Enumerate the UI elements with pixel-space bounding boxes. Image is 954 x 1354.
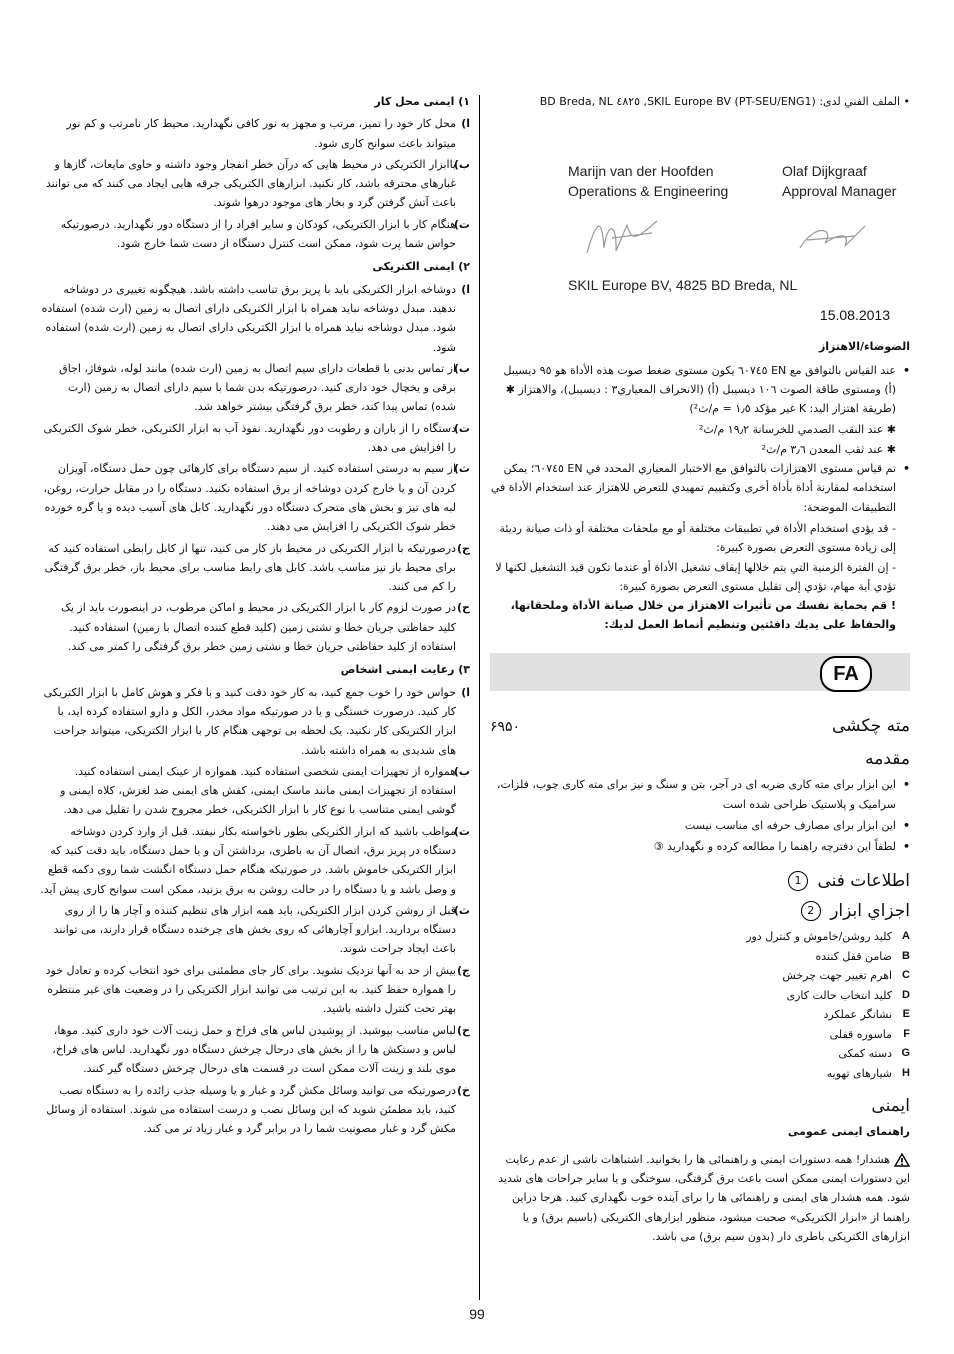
signature-2-image [795,218,875,258]
technical-file-line: • الملف الفني لدى: SKIL Europe BV (PT-SEU/ENG1), ٤٨٢٥ BD Breda, NL [539,95,910,108]
warning-icon [894,1153,910,1167]
intro-item: • این ابزار برای مته کاری ضربه ای در آجر، بتن و سنگ و نیز برای مته کاری چوب، فلزات، سرامیک و پلاستیک طراحی شده است [496,778,910,811]
language-badge: FA [820,656,872,692]
list-item: E نشانگر عملکرد [823,1008,910,1022]
warning-paragraph: هشدار! همه دستورات ایمنی و راهنمائی ها را بخوانید. اشتباهات ناشی از عدم رعایت این دستورات ایمنی ممکن است باعث برق گرفتگی، سوختگی و یا سایر جراحات های شدید شود. همه هشدار های ایمنی و راهنمائی ها را برای آینده خوب نگهداری کنید. هرجا دراین راهنما از «ابزار الکتریکی» صحبت میشود، منظور ابزارهای الکتریکی (باسیم برق) و یا ابزارهای الکتریکی باطری دار (بدون سیم برق) می باشد. [498,1152,910,1243]
list-item: ت) دستگاه را از باران و رطوبت دور نگهدارید. نفوذ آب به ابزار الکتریکی، خطر شوک الکتریکی را افزایش می دهد. [43,421,470,455]
signature-block [490,123,910,303]
intro-item: • لطفاً این دفترچه راهنما را مطالعه کرده و نگهدارید ③ [653,840,910,854]
list-item: ا) دوشاخه ابزار الکتریکی باید با پریز برق تناسب داشته باشد. هیچگونه تغییری در دوشاخه ندهید. مبدل دوشاخه نباید همراه با ابزار الکتریکی دارای اتصال به زمین (ارت شده) استفاده شود. مبدل دوشاخه نباید همراه با ابزار الکتریکی دارای اتصال به زمین (ارت شده) استفاده شود. [41,282,470,354]
list-item: A کلید روشن/خاموش و کنترل دور [746,930,910,944]
noise-section [490,361,910,635]
list-item: خ) درصورتیکه می توانید وسائل مکش گرد و غبار و یا وسیله جذب زائده را به دستگاه نصب کنید، باید مطمئن شوید که این وسائل نصب و درست استفاده می شوند. استفاده از وسائل مکش گرد و غبار مصونیت شما را در برابر گرد و غبار زیاد تر می کند. [46,1083,470,1136]
product-header [490,709,910,742]
page-number: 99 [469,1306,485,1322]
signatory-1-role: Operations & Engineering [568,183,729,200]
intro-title: مقدمه [865,749,910,770]
list-item: ح) در صورت لزوم کار با ابزار الکتریکی در محیط و اماکن مرطوب، در اینصورت باید از یک کلید حفاظتی جریان خطا و نشتی زمین (کلید قطع کننده اتصال با زمین) استفاده کنید. استفاده از کلید حفاظتی جریان خطا و نشتی زمین خطر برق گرفتگی را کمتر می کند. [61,601,470,654]
list-item: ت) مواظب باشید که ابزار الکتریکی بطور ناخواسته بکار نیفتد. قبل از وارد کردن دوشاخه دستگاه در پریز برق، اتصال آن به باطری، برداشتن آن و یا حمل دستگاه، باید دقت کنید که ابزار الکتریکی خاموش باشد. در صورتیکه هنگام حمل دستگاه انگشت شما روی دکمه قطع و وصل باشد و یا دستگاه را در حالت روشن به برق بزنید، ممکن است سوانح کاری پیش آید. [40,824,470,896]
list-item: ح) لباس مناسب بپوشید. از پوشیدن لباس های فراخ و حمل زینت آلات خود داری کنید. موها، لباس و دستکش ها را از بخش های درحال چرخش دستگاه دور نگهدارید. لباس های فراخ، موی بلند و زینت آلات ممکن است در قسمت های درحال چرخش دستگاه گیر کنند. [52,1023,470,1076]
safety-title: ایمنی [871,1096,910,1117]
list-item: ت) هنگام کار با ابزار الکتریکی، کودکان و سایر افراد را از دستگاه دور نگهدارید. درصورتیکه حواس شما پرت شود، ممکن است کنترل دستگاه از دست شما خارج شود. [60,217,470,251]
signature-1-image [582,213,662,263]
list-item: ج) بیش از حد به آنها نزدیک نشوید. برای کار جای مطمئنی برای خود انتخاب کرده و تعادل خود را همواره حفظ کنید. به این ترتیب می توانید ابزار الکتریکی را در وضعیت های غیر منتظره بهتر تحت کنترل داشته باشید. [45,963,470,1016]
noise-item: ✱ عند ثقب المعدن ٣٫٦ م/ث² [761,442,896,456]
noise-item: ✱ عند النقب الصدمي للخرسانة ١٩٫٢ م/ث² [698,423,896,437]
figure-ref-1: 1 [788,871,808,891]
signatory-2-role: Approval Manager [782,183,897,200]
parts-list [490,927,910,1083]
list-item: G دسته کمکی [838,1047,910,1061]
list-item: ا) محل کار خود را تمیز، مرتب و مجهز به نور کافی نگهدارید. محیط کار نامرتب و کم نور میتواند باعث سوانح کاری شود. [66,117,470,150]
section-title-workplace: ۱) ایمنی محل کار [374,95,470,108]
list-item: ب) از تماس بدنی با قطعات دارای سیم اتصال به زمین (ارت شده) مانند لوله، شوفاژ، اجاق برقی و یخچال خود داری کنید. درصورتیکه بدن شما با سیم دارای اتصال به زمین (ارت شده) تماس پیدا کند، خطر برق گرفتگی بیشتر خواهد شد. [59,361,470,414]
section-title-electrical: ۲) ایمنی الکتریکی [372,260,470,274]
noise-item: • تم قياس مستوى الاهتزازات بالتوافق مع الاختبار المعياري المحدد في EN ٦٠٧٤٥؛ يمكن استخدامه لمقارنة أداة بأداة أخرى وكتقييم تمهيدي للتعرض للاهتزاز عند استخدام الأداة في التطبيقات الموضحة: [490,462,910,514]
right-column [490,92,910,1246]
intro-item: • این ابزار برای مصارف حرفه ای مناسب نیست [684,818,910,832]
noise-item: - قد يؤدي استخدام الأداة في تطبيقات مختلفة أو مع ملحقات مختلفة أو ذات صيانة رديئة إلى زيادة مستوى التعرض بصورة كبيرة: [499,521,896,555]
list-item: B ضامن قفل کننده [815,949,910,963]
language-bar [490,653,910,691]
list-item: H شیارهای تهویه [826,1066,910,1080]
noise-item: - إن الفترة الزمنية التي يتم خلالها إيقاف تشغيل الأداة أو عندما تكون قيد التشغيل لكنها لا تؤدي أية مهام، تؤدي إلى تقليل مستوى التعرض بصورة كبيرة: [495,560,896,593]
column-divider [479,95,480,1300]
noise-item: • عند القياس بالتوافق مع EN ٦٠٧٤٥ يكون مستوى ضغط صوت هذه الأداة هو ٩٥ ديسيبل (أ) ومستوى طاقة الصوت ١٠٦ ديسيبل (أ) (الانحراف المعياري٣ : ديسيبل)، والاهتزاز ✱ (طريقة اهتزاز اليد: K غير مؤكد ١٫٥ = م/ث²) [503,363,910,416]
model-number: ۶۹۵۰ [490,718,521,735]
vibration-warning: ! قم بحماية نفسك من تأثيرات الاهتزاز من خلال صيانة الأداة وملحقاتها، والحفاظ على يديك دافئتين وتنظيم أنماط العمل لديك: [510,599,896,632]
figure-ref-2: 2 [801,901,821,921]
signatory-1-name: Marijn van der Hoofden [568,163,714,180]
signatory-2 [782,161,896,201]
list-item: ث) از سیم به درستی استفاده کنید. از سیم دستگاه برای کارهائی چون حمل دستگاه، آویزان کردن آن و یا خارج کردن دوشاخه از برق استفاده نکنید. دستگاه را در مقابل حرارت، روغن، لبه های تیز و بخش های متحرک دستگاه دور نگهدارید. کابل های آسیب دیده و یا گره خورده خطر شوک الکتریکی را افزایش می دهند. [43,462,470,534]
tech-data-title: اطلاعات فنی 1 [490,871,910,891]
left-column [40,92,470,1140]
list-item: ج) درصورتیکه با ابزار الکتریکی در محیط باز کار می کنید، تنها از کابل رابطی استفاده کنید که برای محیط باز نیز مناسب باشد. کابل های رابط مناسب برای محیط باز، خطر برق گرفتگی را کم می کنند. [44,541,470,594]
general-safety-title: راهنمای ایمنی عمومی [787,1125,910,1139]
list-item: ب) باابزار الکتریکی در محیط هایی که درآن خطر انفجار وجود داشته و حاوی مایعات، گازها و غبارهای محترقه باشد، کار نکنید. ابزارهای الکتریکی جرقه هایی ایجاد می کنند که می توانند باعث آتش گرفتن گرد و بخار های موجود درهوا شوند. [45,157,470,210]
list-item: ث) قبل از روشن کردن ابزار الکتریکی، باید همه ابزار های تنظیم کننده و آچار ها را از روی دستگاه بردارید. ابزارو آچارهائی که روی بخش های چرخنده دستگاه قرار دارند، می توانند باعث ایجاد جراحت شوند. [53,903,470,956]
noise-title: الضوضاء/الاهتزاز [818,340,910,354]
section-title-personal: ۳) رعایت ایمنی اشخاص [340,663,470,677]
list-item: C اهرم تغییر جهت چرخش [782,969,910,983]
list-item: ا) حواس خود را خوب جمع کنید، به کار خود دقت کنید و با فکر و هوش کامل با ابزار الکتریکی کار کنید. درصورت خستگی و یا در صورتیکه مواد مخدر، الکل و دارو استفاده کرده اید، با ابزار الکتریکی کار نکنید. یک لحظه بی توجهی هنگام کار با ابزار الکتریکی، میتواند جراحت های شدیدی به همراه داشته باشد. [43,685,470,757]
date: 15.08.2013 [819,307,890,324]
parts-title: اجزاي ابزار 2 [490,901,910,921]
company-address: SKIL Europe BV, 4825 BD Breda, NL [568,277,798,294]
signatory-1 [568,161,728,201]
signatory-2-name: Olaf Dijkgraaf [782,163,867,180]
product-title: مته چکشی [832,715,910,736]
list-item: D کلید انتخاب حالت کاری [786,988,910,1002]
list-item: F ماسوره قفلی [829,1027,910,1041]
list-item: ب) همواره از تجهیزات ایمنی شخصی استفاده کنید. همواره از عینک ایمنی استفاده کنید. استفاده از تجهیزات ایمنی مانند ماسک ایمنی، کفش های ایمنی ضد لغزش، کلاه ایمنی و گوشی ایمنی متناسب با نوع کار با ابزار الکتریکی، خطر مجروح شدن را تقلیل می دهد. [60,764,470,817]
